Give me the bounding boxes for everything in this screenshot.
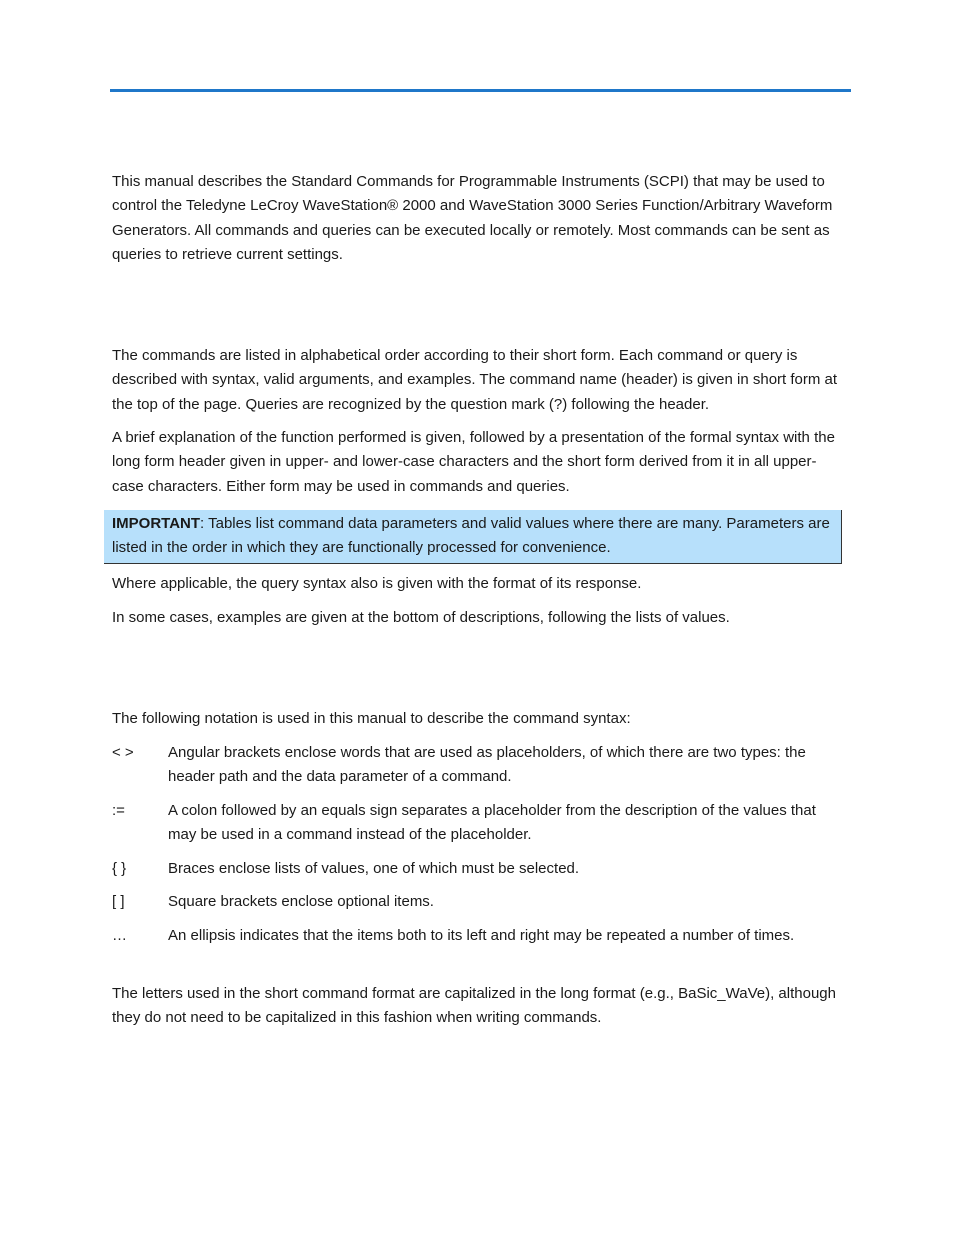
listing-paragraph-2: A brief explanation of the function performed is given, followed by a presentation of the formal syntax with the long form header given in upper- and lower-case characters and the short form derived from it in all upper-case characters. Either form may be used in commands and queries. xyxy=(112,429,835,495)
notation-intro: The following notation is used in this manual to describe the command syntax: xyxy=(112,710,631,727)
notation-item xyxy=(112,799,838,847)
notation-symbol: { } xyxy=(112,860,127,877)
notation-item xyxy=(112,741,838,789)
important-callout xyxy=(104,510,842,564)
listing-paragraph-4: In some cases, examples are given at the bottom of descriptions, following the lists of values. xyxy=(112,609,730,626)
listing-paragraph-3: Where applicable, the query syntax also is given with the format of its response. xyxy=(112,575,642,592)
intro-paragraph: This manual describes the Standard Commands for Programmable Instruments (SCPI) that may be used to control the Teledyne LeCroy WaveStation® 2000 and WaveStation 3000 Series Function/Arbitrary Waveform Generators. All commands and queries can be executed locally or remotely. Most commands can be sent as queries to retrieve current settings. xyxy=(112,173,833,263)
notation-description: Angular brackets enclose words that are used as placeholders, of which there are two types: the header path and the data parameter of a command. xyxy=(168,744,806,785)
notation-description: A colon followed by an equals sign separates a placeholder from the description of the values that may be used in a command instead of the placeholder. xyxy=(168,802,816,843)
notation-symbol: … xyxy=(112,927,127,944)
notation-item xyxy=(112,924,838,948)
notation-description: Square brackets enclose optional items. xyxy=(168,893,434,910)
notation-item xyxy=(112,857,838,881)
notation-description: Braces enclose lists of values, one of which must be selected. xyxy=(168,860,580,877)
important-label: IMPORTANT xyxy=(112,515,201,532)
listing-paragraph-1: The commands are listed in alphabetical order according to their short form. Each command or query is described with syntax, valid arguments, and examples. The command name (header) is given in short form at the top of the page. Queries are recognized by the question mark (?) following the header. xyxy=(112,347,838,413)
notation-closing: The letters used in the short command format are capitalized in the long format (e.g., BaSic_WaVe), although they do not need to be capitalized in this fashion when writing commands. xyxy=(112,985,836,1027)
notation-symbol: [ ] xyxy=(112,893,125,910)
notation-symbol: < > xyxy=(112,744,134,761)
notation-description: An ellipsis indicates that the items both to its left and right may be repeated a number of times. xyxy=(168,927,795,944)
header-rule xyxy=(110,89,851,92)
notation-item xyxy=(112,890,838,914)
notation-symbol: := xyxy=(112,802,125,819)
important-text: : Tables list command data parameters and valid values where there are many. Parameters are listed in the order in which they are functionally processed for convenience. xyxy=(112,515,830,557)
